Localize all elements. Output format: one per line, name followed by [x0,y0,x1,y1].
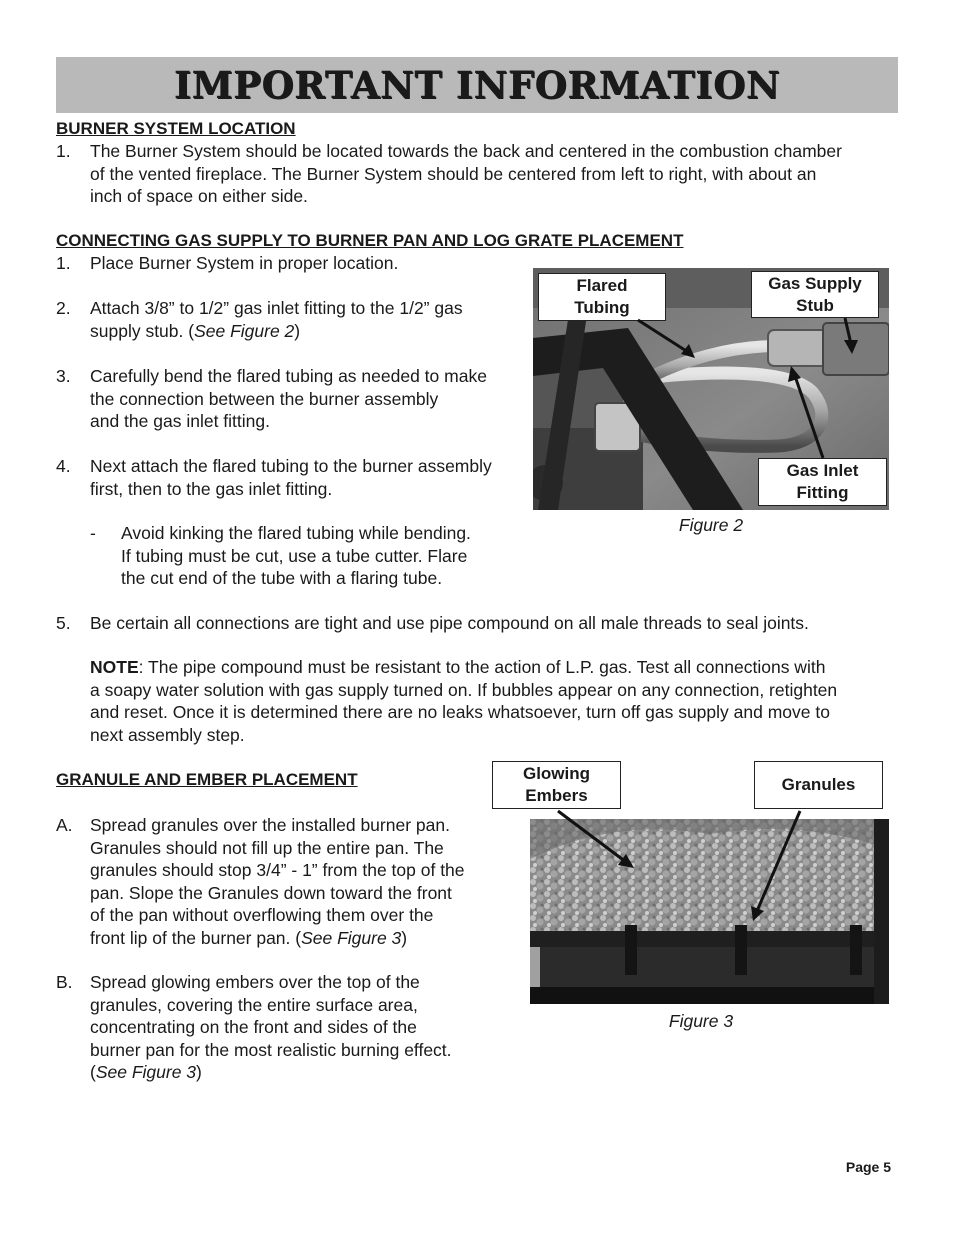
page-title: IMPORTANT INFORMATION [173,62,781,107]
label-gas-supply-stub: Gas Supply Stub [751,271,879,318]
list-item-text: Spread glowing embers over the top of the granules, covering the entire surface area, concentrating on the front and sides of the burner pan for the most realistic burning effect. (See Figure 3) [90,972,452,1082]
list-number: 2. [56,298,71,318]
list-number: 3. [56,366,71,386]
figure-2-arrows [533,268,889,510]
label-granules: Granules [754,761,883,809]
section-heading-granule-ember: GRANULE AND EMBER PLACEMENT [56,770,358,789]
arrow-head-icon [788,366,801,382]
label-flared-tubing: Flared Tubing [538,273,666,321]
arrow-head-icon [681,344,695,358]
list-item-text: The Burner System should be located towards the back and centered in the combustion chamber of the vented fireplace. The Burner System should be centered from left to right, with about an inch of space on either side. [90,141,842,206]
list-number: 1. [56,141,71,161]
arrow-icon [757,811,800,911]
list-item-text: Carefully bend the flared tubing as needed to make the connection between the burner assembly and the gas inlet fitting. [90,366,487,431]
figure-reference: See Figure 3 [301,927,402,948]
list-item-text: Place Burner System in proper location. [90,253,399,273]
list-item-text: Attach 3/8” to 1/2” gas inlet fitting to the 1/2” gas supply stub. (See Figure 2) [90,298,463,341]
list-item-text: Next attach the flared tubing to the burner assembly first, then to the gas inlet fitting. [90,456,492,499]
figure-reference: See Figure 3 [95,1062,197,1082]
figure-2-caption: Figure 2 [678,515,744,535]
arrow-icon [558,811,626,862]
title-banner [56,57,898,113]
sub-item-text: Avoid kinking the flared tubing while bending. If tubing must be cut, use a tube cutter. Flare the cut end of the tube with a flaring tube. [121,523,471,588]
note-paragraph: NOTE: The pipe compound must be resistant to the action of L.P. gas. Test all connections with a soapy water solution with gas supply turned on. If bubbles appear on any connection, retighten and reset. Once it is determined there are no leaks whatsoever, turn off gas supply and move to next assembly step. [90,657,838,745]
sub-item-dash: - [90,523,96,543]
note-label: NOTE [90,657,139,677]
list-letter: B. [56,972,73,992]
label-glowing-embers: Glowing Embers [492,761,621,809]
list-letter: A. [56,815,73,835]
figure-reference: See Figure 2 [194,320,295,341]
arrow-icon [638,320,691,354]
figure-3-caption: Figure 3 [668,1011,734,1031]
arrow-icon [795,376,823,458]
list-number: 4. [56,456,71,476]
list-item-text: Be certain all connections are tight and use pipe compound on all male threads to seal joints. [90,613,809,633]
label-gas-inlet-fitting: Gas Inlet Fitting [758,458,887,506]
section-heading-gas-supply: CONNECTING GAS SUPPLY TO BURNER PAN AND LOG GRATE PLACEMENT [56,231,684,250]
page-number: Page 5 [845,1159,891,1175]
section-heading-burner-location: BURNER SYSTEM LOCATION [56,119,296,138]
list-number: 5. [56,613,71,633]
figure-3-arrows [530,805,889,925]
arrow-head-icon [844,340,858,354]
list-item-text: Spread granules over the installed burner pan. Granules should not fill up the entire pan. The granules should stop 3/4” - 1” from the top of the pan. Slope the Granules down toward the front of the pan without overflowing them over the front lip of the burner pan. (See Figure 3) [90,815,465,948]
list-number: 1. [56,253,71,273]
